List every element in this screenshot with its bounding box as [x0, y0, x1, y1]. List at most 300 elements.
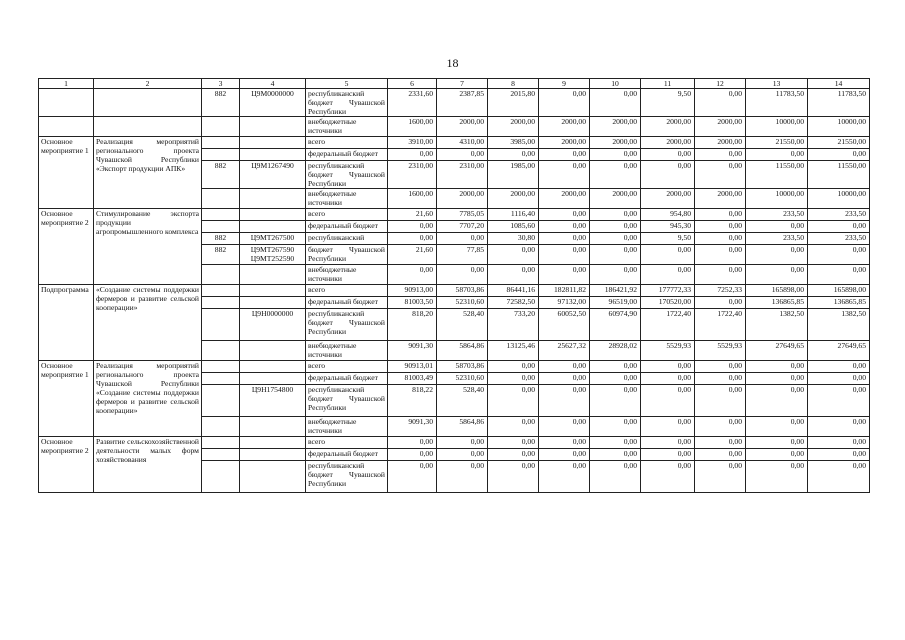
grbs-code-cell: 882	[202, 233, 240, 245]
grbs-code-cell: 882	[202, 89, 240, 117]
funding-source-cell: всего	[306, 209, 388, 221]
amount-cell: 81003,50	[388, 297, 437, 309]
amount-cell: 0,00	[746, 437, 808, 449]
amount-cell: 954,80	[641, 209, 695, 221]
target-article-cell	[240, 373, 306, 385]
amount-cell: 0,00	[388, 449, 437, 461]
amount-cell: 0,00	[437, 233, 488, 245]
funding-source-cell: федеральный бюджет	[306, 373, 388, 385]
amount-cell: 233,50	[808, 209, 870, 221]
amount-cell: 0,00	[539, 361, 590, 373]
amount-cell: 21,60	[388, 245, 437, 265]
amount-cell: 0,00	[388, 437, 437, 449]
amount-cell: 2000,00	[539, 117, 590, 137]
target-article-cell	[240, 361, 306, 373]
amount-cell: 0,00	[590, 437, 641, 449]
amount-cell: 0,00	[388, 149, 437, 161]
column-header: 4	[240, 79, 306, 89]
column-header: 2	[94, 79, 202, 89]
amount-cell: 0,00	[746, 221, 808, 233]
grbs-code-cell	[202, 341, 240, 361]
amount-cell: 7785,05	[437, 209, 488, 221]
amount-cell: 96519,00	[590, 297, 641, 309]
amount-cell: 2000,00	[437, 189, 488, 209]
amount-cell: 7252,33	[695, 285, 746, 297]
amount-cell: 0,00	[539, 161, 590, 189]
amount-cell: 0,00	[746, 373, 808, 385]
table-row	[39, 361, 870, 373]
amount-cell: 0,00	[808, 265, 870, 285]
amount-cell: 0,00	[488, 265, 539, 285]
grbs-code-cell	[202, 189, 240, 209]
amount-cell: 528,40	[437, 309, 488, 341]
amount-cell: 81003,49	[388, 373, 437, 385]
amount-cell: 5864,86	[437, 417, 488, 437]
amount-cell: 0,00	[641, 149, 695, 161]
amount-cell: 25627,32	[539, 341, 590, 361]
amount-cell: 136865,85	[808, 297, 870, 309]
amount-cell: 3910,00	[388, 137, 437, 149]
amount-cell: 4310,00	[437, 137, 488, 149]
measure-type-cell	[39, 117, 94, 137]
measure-type-cell: Основное мероприятие 2	[39, 437, 94, 493]
amount-cell: 0,00	[590, 361, 641, 373]
amount-cell: 0,00	[488, 449, 539, 461]
amount-cell: 0,00	[695, 89, 746, 117]
amount-cell: 0,00	[808, 149, 870, 161]
target-article-cell	[240, 209, 306, 221]
budget-table	[38, 78, 870, 493]
amount-cell: 0,00	[695, 361, 746, 373]
amount-cell: 2000,00	[695, 117, 746, 137]
target-article-cell	[240, 437, 306, 449]
amount-cell: 136865,85	[746, 297, 808, 309]
amount-cell: 0,00	[539, 89, 590, 117]
amount-cell: 0,00	[590, 149, 641, 161]
measure-name-cell	[94, 117, 202, 137]
amount-cell: 60974,90	[590, 309, 641, 341]
amount-cell: 0,00	[695, 373, 746, 385]
amount-cell: 0,00	[695, 297, 746, 309]
amount-cell: 2015,80	[488, 89, 539, 117]
amount-cell: 0,00	[641, 245, 695, 265]
grbs-code-cell	[202, 309, 240, 341]
amount-cell: 0,00	[695, 265, 746, 285]
page-number: 18	[446, 56, 459, 70]
amount-cell: 0,00	[695, 417, 746, 437]
amount-cell: 0,00	[590, 417, 641, 437]
amount-cell: 0,00	[695, 449, 746, 461]
amount-cell: 2310,00	[437, 161, 488, 189]
amount-cell: 0,00	[539, 417, 590, 437]
amount-cell: 0,00	[539, 149, 590, 161]
measure-type-cell: Основное мероприятие 2	[39, 209, 94, 285]
column-header: 10	[590, 79, 641, 89]
amount-cell: 2000,00	[641, 189, 695, 209]
measure-type-cell: Основное мероприятие 1	[39, 137, 94, 209]
amount-cell: 2000,00	[437, 117, 488, 137]
amount-cell: 27649,65	[808, 341, 870, 361]
measure-type-cell: Основное мероприятие 1	[39, 361, 94, 437]
column-header: 8	[488, 79, 539, 89]
column-header: 7	[437, 79, 488, 89]
amount-cell: 1722,40	[695, 309, 746, 341]
target-article-cell: Ц9Н1754800	[240, 385, 306, 417]
amount-cell: 90913,01	[388, 361, 437, 373]
grbs-code-cell: 882	[202, 161, 240, 189]
table-row	[39, 89, 870, 117]
funding-source-cell: республиканский	[306, 233, 388, 245]
column-header: 6	[388, 79, 437, 89]
target-article-cell	[240, 449, 306, 461]
funding-source-cell: федеральный бюджет	[306, 221, 388, 233]
amount-cell: 0,00	[539, 373, 590, 385]
amount-cell: 72582,50	[488, 297, 539, 309]
funding-source-cell: федеральный бюджет	[306, 449, 388, 461]
amount-cell: 0,00	[746, 149, 808, 161]
target-article-cell	[240, 297, 306, 309]
amount-cell: 10000,00	[746, 117, 808, 137]
amount-cell: 0,00	[746, 361, 808, 373]
amount-cell: 2000,00	[488, 189, 539, 209]
amount-cell: 0,00	[808, 461, 870, 493]
amount-cell: 165898,00	[746, 285, 808, 297]
amount-cell: 0,00	[539, 461, 590, 493]
amount-cell: 10000,00	[808, 189, 870, 209]
amount-cell: 0,00	[437, 437, 488, 449]
target-article-cell	[240, 341, 306, 361]
column-header: 3	[202, 79, 240, 89]
amount-cell: 13125,46	[488, 341, 539, 361]
amount-cell: 0,00	[746, 417, 808, 437]
table-row	[39, 285, 870, 297]
amount-cell: 0,00	[808, 221, 870, 233]
amount-cell: 0,00	[695, 161, 746, 189]
grbs-code-cell	[202, 117, 240, 137]
amount-cell: 170520,00	[641, 297, 695, 309]
amount-cell: 2000,00	[590, 137, 641, 149]
amount-cell: 0,00	[539, 233, 590, 245]
amount-cell: 818,20	[388, 309, 437, 341]
amount-cell: 2387,85	[437, 89, 488, 117]
amount-cell: 0,00	[695, 221, 746, 233]
target-article-cell	[240, 137, 306, 149]
amount-cell: 2000,00	[539, 189, 590, 209]
amount-cell: 0,00	[590, 461, 641, 493]
amount-cell: 177772,33	[641, 285, 695, 297]
funding-source-cell: республиканский бюджет Чувашской Республики	[306, 309, 388, 341]
amount-cell: 52310,60	[437, 373, 488, 385]
amount-cell: 0,00	[590, 245, 641, 265]
amount-cell: 2000,00	[488, 117, 539, 137]
amount-cell: 0,00	[437, 461, 488, 493]
amount-cell: 10000,00	[808, 117, 870, 137]
amount-cell: 0,00	[641, 373, 695, 385]
funding-source-cell: республиканский бюджет Чувашской Республики	[306, 385, 388, 417]
amount-cell: 0,00	[590, 385, 641, 417]
target-article-cell: Ц9МТ267500	[240, 233, 306, 245]
amount-cell: 945,30	[641, 221, 695, 233]
amount-cell: 2000,00	[641, 117, 695, 137]
amount-cell: 2000,00	[539, 137, 590, 149]
grbs-code-cell	[202, 221, 240, 233]
grbs-code-cell	[202, 385, 240, 417]
amount-cell: 0,00	[695, 385, 746, 417]
funding-source-cell: всего	[306, 361, 388, 373]
column-header: 13	[746, 79, 808, 89]
amount-cell: 1382,50	[746, 309, 808, 341]
amount-cell: 60052,50	[539, 309, 590, 341]
funding-source-cell: внебюджетные источники	[306, 265, 388, 285]
amount-cell: 186421,92	[590, 285, 641, 297]
target-article-cell	[240, 149, 306, 161]
amount-cell: 5529,93	[641, 341, 695, 361]
amount-cell: 0,00	[590, 209, 641, 221]
grbs-code-cell	[202, 373, 240, 385]
amount-cell: 1600,00	[388, 189, 437, 209]
amount-cell: 3985,00	[488, 137, 539, 149]
funding-source-cell: республиканский бюджет Чувашской Республики	[306, 89, 388, 117]
measure-type-cell	[39, 89, 94, 117]
funding-source-cell: федеральный бюджет	[306, 149, 388, 161]
amount-cell: 0,00	[590, 221, 641, 233]
grbs-code-cell	[202, 149, 240, 161]
amount-cell: 0,00	[437, 265, 488, 285]
amount-cell: 0,00	[641, 461, 695, 493]
amount-cell: 9091,30	[388, 417, 437, 437]
amount-cell: 0,00	[488, 361, 539, 373]
amount-cell: 0,00	[388, 233, 437, 245]
amount-cell: 818,22	[388, 385, 437, 417]
target-article-cell: Ц9М1267490	[240, 161, 306, 189]
target-article-cell: Ц9Н0000000	[240, 309, 306, 341]
grbs-code-cell	[202, 209, 240, 221]
amount-cell: 0,00	[388, 265, 437, 285]
amount-cell: 0,00	[695, 437, 746, 449]
amount-cell: 233,50	[746, 233, 808, 245]
amount-cell: 0,00	[808, 437, 870, 449]
measure-type-cell: Подпрограмма	[39, 285, 94, 361]
target-article-cell	[240, 461, 306, 493]
grbs-code-cell	[202, 285, 240, 297]
amount-cell: 77,85	[437, 245, 488, 265]
header-row	[39, 79, 870, 89]
measure-name-cell: «Создание системы поддержки фермеров и развитие сельской кооперации»	[94, 285, 202, 361]
amount-cell: 9,50	[641, 233, 695, 245]
amount-cell: 0,00	[808, 373, 870, 385]
column-header: 11	[641, 79, 695, 89]
amount-cell: 10000,00	[746, 189, 808, 209]
amount-cell: 0,00	[488, 149, 539, 161]
target-article-cell: Ц9МТ267590 Ц9МТ252590	[240, 245, 306, 265]
amount-cell: 0,00	[590, 265, 641, 285]
column-header: 12	[695, 79, 746, 89]
amount-cell: 2310,00	[388, 161, 437, 189]
amount-cell: 0,00	[488, 461, 539, 493]
grbs-code-cell	[202, 137, 240, 149]
amount-cell: 233,50	[746, 209, 808, 221]
amount-cell: 0,00	[746, 245, 808, 265]
amount-cell: 0,00	[808, 245, 870, 265]
amount-cell: 0,00	[539, 245, 590, 265]
amount-cell: 0,00	[808, 449, 870, 461]
amount-cell: 0,00	[808, 417, 870, 437]
amount-cell: 1600,00	[388, 117, 437, 137]
amount-cell: 0,00	[539, 209, 590, 221]
amount-cell: 0,00	[539, 437, 590, 449]
amount-cell: 9091,30	[388, 341, 437, 361]
amount-cell: 1985,00	[488, 161, 539, 189]
amount-cell: 1722,40	[641, 309, 695, 341]
funding-source-cell: внебюджетные источники	[306, 117, 388, 137]
amount-cell: 7707,20	[437, 221, 488, 233]
column-header: 5	[306, 79, 388, 89]
amount-cell: 2000,00	[695, 189, 746, 209]
amount-cell: 0,00	[746, 385, 808, 417]
amount-cell: 21550,00	[746, 137, 808, 149]
funding-source-cell: внебюджетные источники	[306, 341, 388, 361]
grbs-code-cell	[202, 265, 240, 285]
target-article-cell	[240, 417, 306, 437]
amount-cell: 0,00	[641, 385, 695, 417]
amount-cell: 0,00	[590, 233, 641, 245]
amount-cell: 0,00	[641, 361, 695, 373]
amount-cell: 0,00	[808, 361, 870, 373]
measure-name-cell: Стимулирование экспорта продукции агропромышленного комплекса	[94, 209, 202, 285]
amount-cell: 11783,50	[746, 89, 808, 117]
amount-cell: 0,00	[437, 149, 488, 161]
amount-cell: 0,00	[695, 233, 746, 245]
amount-cell: 2000,00	[590, 189, 641, 209]
funding-source-cell: республиканский бюджет Чувашской Республики	[306, 461, 388, 493]
table-row	[39, 437, 870, 449]
table-row	[39, 117, 870, 137]
amount-cell: 58703,86	[437, 285, 488, 297]
grbs-code-cell: 882	[202, 245, 240, 265]
grbs-code-cell	[202, 437, 240, 449]
amount-cell: 0,00	[808, 385, 870, 417]
amount-cell: 1085,60	[488, 221, 539, 233]
amount-cell: 0,00	[488, 245, 539, 265]
amount-cell: 27649,65	[746, 341, 808, 361]
amount-cell: 0,00	[695, 209, 746, 221]
amount-cell: 733,20	[488, 309, 539, 341]
amount-cell: 2331,60	[388, 89, 437, 117]
amount-cell: 5864,86	[437, 341, 488, 361]
column-header: 14	[808, 79, 870, 89]
amount-cell: 0,00	[488, 373, 539, 385]
target-article-cell	[240, 285, 306, 297]
amount-cell: 9,50	[641, 89, 695, 117]
measure-name-cell: Реализация мероприятий регионального проекта Чувашской Республики «Создание системы поддержки фермеров и развитие сельской кооперации»	[94, 361, 202, 437]
target-article-cell	[240, 221, 306, 233]
amount-cell: 30,80	[488, 233, 539, 245]
amount-cell: 0,00	[488, 437, 539, 449]
amount-cell: 0,00	[695, 245, 746, 265]
funding-source-cell: республиканский бюджет Чувашской Республики	[306, 161, 388, 189]
amount-cell: 0,00	[539, 385, 590, 417]
amount-cell: 0,00	[746, 265, 808, 285]
amount-cell: 165898,00	[808, 285, 870, 297]
table-row	[39, 137, 870, 149]
target-article-cell	[240, 189, 306, 209]
grbs-code-cell	[202, 417, 240, 437]
amount-cell: 2000,00	[695, 137, 746, 149]
amount-cell: 0,00	[695, 149, 746, 161]
amount-cell: 0,00	[590, 89, 641, 117]
amount-cell: 182811,82	[539, 285, 590, 297]
amount-cell: 1382,50	[808, 309, 870, 341]
amount-cell: 0,00	[488, 385, 539, 417]
amount-cell: 0,00	[641, 437, 695, 449]
measure-name-cell	[94, 89, 202, 117]
funding-source-cell: внебюджетные источники	[306, 417, 388, 437]
amount-cell: 97132,00	[539, 297, 590, 309]
amount-cell: 0,00	[437, 449, 488, 461]
amount-cell: 0,00	[539, 449, 590, 461]
measure-name-cell: Развитие сельскохозяйственной деятельности малых форм хозяйствования	[94, 437, 202, 493]
target-article-cell	[240, 117, 306, 137]
amount-cell: 11550,00	[808, 161, 870, 189]
funding-source-cell: федеральный бюджет	[306, 297, 388, 309]
amount-cell: 0,00	[488, 417, 539, 437]
amount-cell: 11550,00	[746, 161, 808, 189]
funding-source-cell: всего	[306, 437, 388, 449]
amount-cell: 0,00	[641, 417, 695, 437]
amount-cell: 0,00	[539, 265, 590, 285]
amount-cell: 0,00	[539, 221, 590, 233]
funding-source-cell: всего	[306, 137, 388, 149]
amount-cell: 1116,40	[488, 209, 539, 221]
amount-cell: 90913,00	[388, 285, 437, 297]
funding-source-cell: всего	[306, 285, 388, 297]
amount-cell: 0,00	[590, 373, 641, 385]
amount-cell: 0,00	[641, 265, 695, 285]
amount-cell: 0,00	[641, 161, 695, 189]
amount-cell: 0,00	[590, 161, 641, 189]
amount-cell: 0,00	[590, 449, 641, 461]
amount-cell: 58703,86	[437, 361, 488, 373]
amount-cell: 0,00	[388, 461, 437, 493]
grbs-code-cell	[202, 297, 240, 309]
target-article-cell	[240, 265, 306, 285]
amount-cell: 0,00	[746, 449, 808, 461]
column-header: 9	[539, 79, 590, 89]
grbs-code-cell	[202, 361, 240, 373]
amount-cell: 0,00	[695, 461, 746, 493]
amount-cell: 0,00	[641, 449, 695, 461]
grbs-code-cell	[202, 461, 240, 493]
amount-cell: 28928,02	[590, 341, 641, 361]
column-header: 1	[39, 79, 94, 89]
funding-source-cell: бюджет Чувашской Республики	[306, 245, 388, 265]
grbs-code-cell	[202, 449, 240, 461]
amount-cell: 11783,50	[808, 89, 870, 117]
amount-cell: 2000,00	[641, 137, 695, 149]
amount-cell: 2000,00	[590, 117, 641, 137]
amount-cell: 0,00	[388, 221, 437, 233]
amount-cell: 21,60	[388, 209, 437, 221]
funding-source-cell: внебюджетные источники	[306, 189, 388, 209]
amount-cell: 528,40	[437, 385, 488, 417]
amount-cell: 233,50	[808, 233, 870, 245]
measure-name-cell: Реализация мероприятий регионального проекта Чувашской Республики «Экспорт продукции АПК»	[94, 137, 202, 209]
amount-cell: 0,00	[746, 461, 808, 493]
amount-cell: 5529,93	[695, 341, 746, 361]
amount-cell: 21550,00	[808, 137, 870, 149]
target-article-cell: Ц9М0000000	[240, 89, 306, 117]
amount-cell: 52310,60	[437, 297, 488, 309]
